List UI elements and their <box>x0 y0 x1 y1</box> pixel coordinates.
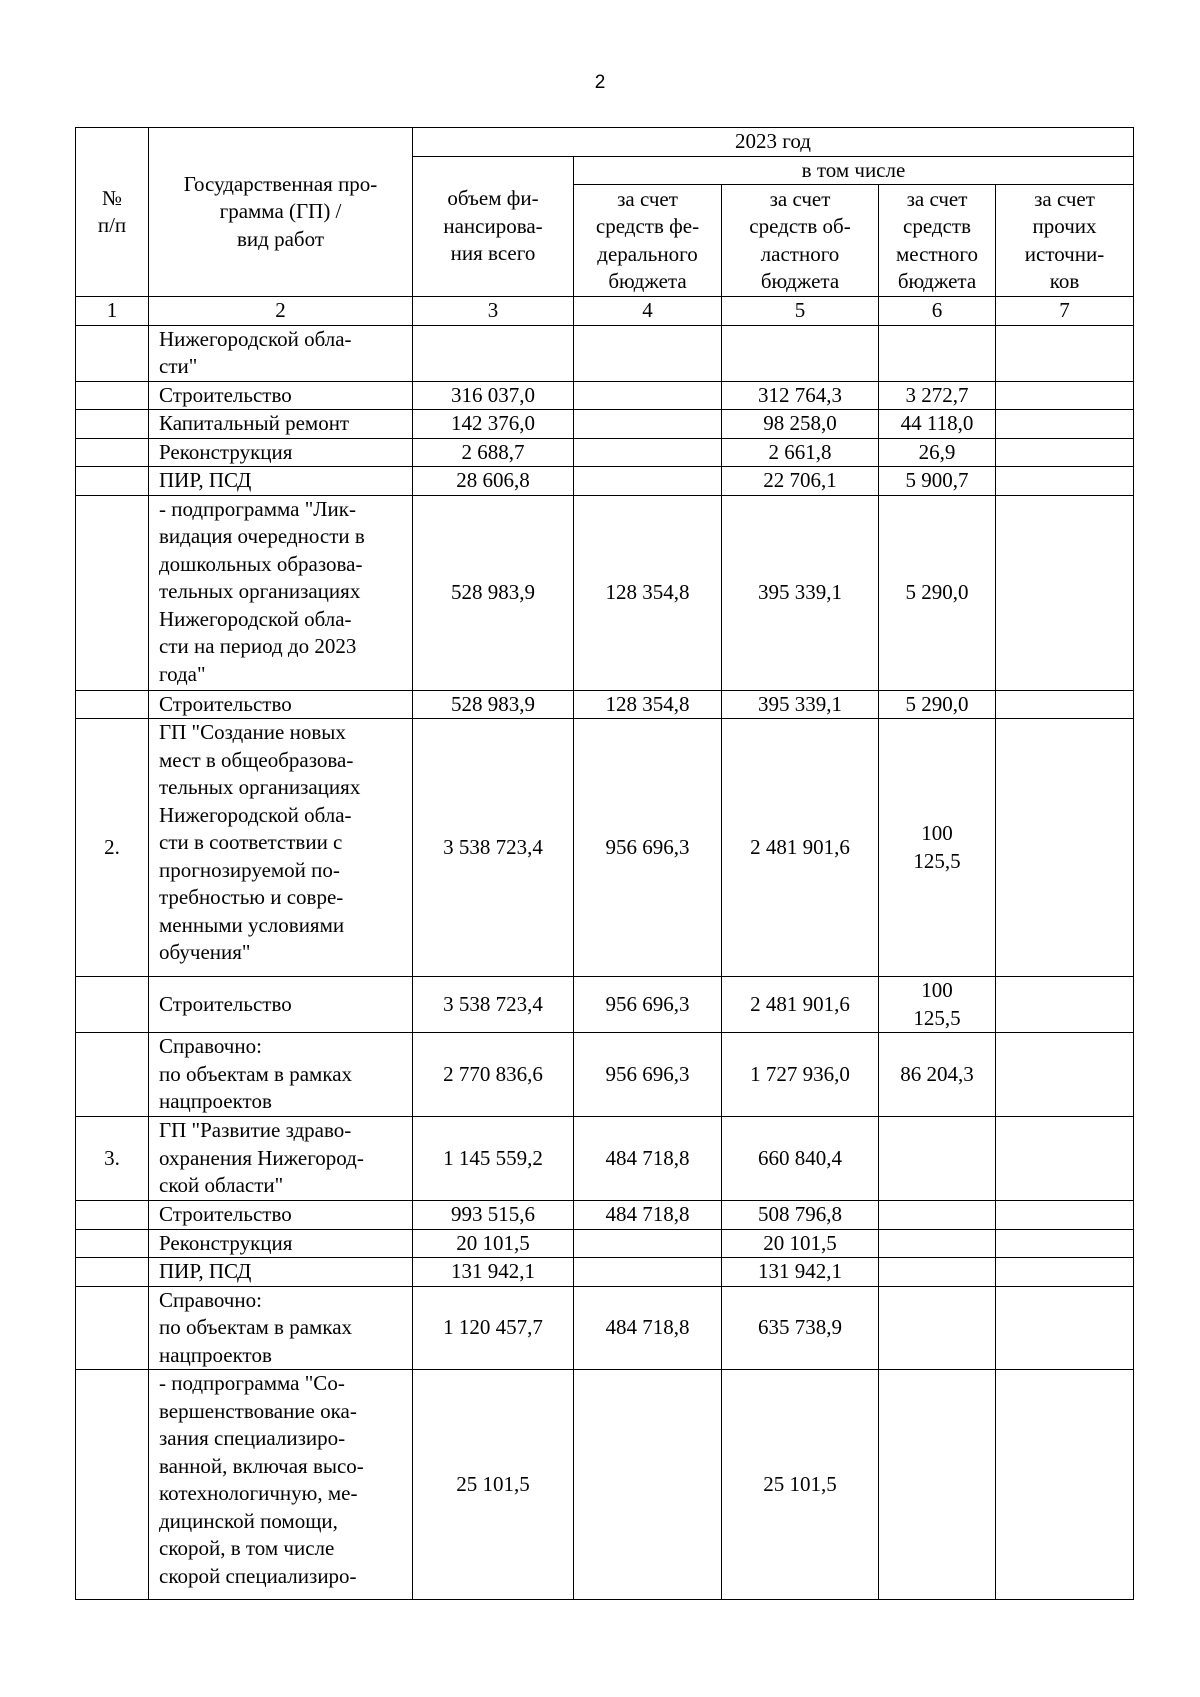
row-federal <box>574 1258 722 1287</box>
row-name: Нижегородской обла- сти" <box>149 325 413 381</box>
row-other <box>996 1370 1134 1600</box>
row-local: 100 125,5 <box>879 719 996 977</box>
table-row <box>76 410 1134 439</box>
row-federal <box>574 325 722 381</box>
row-number <box>76 1033 149 1117</box>
row-number: 3. <box>76 1117 149 1201</box>
row-local: 100 125,5 <box>879 977 996 1033</box>
header-federal: за счет средств фе- дерального бюджета <box>574 185 722 297</box>
table-row <box>76 977 1134 1033</box>
column-number-row <box>76 297 1134 326</box>
row-other <box>996 1117 1134 1201</box>
row-name: - подпрограмма "Со- вершенствование ока- зания специализиро- ванной, включая высо- котехнологичную, ме- дицинской помощи, скорой, в том числе скорой специализиро- <box>149 1370 413 1600</box>
row-total: 142 376,0 <box>413 410 574 439</box>
row-other <box>996 467 1134 496</box>
row-other <box>996 1286 1134 1370</box>
row-regional: 98 258,0 <box>722 410 879 439</box>
row-other <box>996 495 1134 690</box>
column-number: 2 <box>149 297 413 326</box>
column-number: 4 <box>574 297 722 326</box>
row-number <box>76 977 149 1033</box>
column-number: 3 <box>413 297 574 326</box>
row-name: Строительство <box>149 1201 413 1230</box>
row-total: 3 538 723,4 <box>413 977 574 1033</box>
table-row <box>76 1286 1134 1370</box>
row-number <box>76 467 149 496</box>
row-local: 44 118,0 <box>879 410 996 439</box>
row-number <box>76 1286 149 1370</box>
row-name: Реконструкция <box>149 438 413 467</box>
budget-table <box>75 127 1134 1600</box>
row-federal: 956 696,3 <box>574 977 722 1033</box>
row-other <box>996 977 1134 1033</box>
row-federal: 484 718,8 <box>574 1201 722 1230</box>
row-number <box>76 438 149 467</box>
column-number: 6 <box>879 297 996 326</box>
row-name: Капитальный ремонт <box>149 410 413 439</box>
row-local: 5 290,0 <box>879 495 996 690</box>
row-regional: 635 738,9 <box>722 1286 879 1370</box>
row-total: 993 515,6 <box>413 1201 574 1230</box>
table-row <box>76 325 1134 381</box>
row-total <box>413 325 574 381</box>
column-number: 5 <box>722 297 879 326</box>
row-regional: 395 339,1 <box>722 495 879 690</box>
row-name: Строительство <box>149 690 413 719</box>
header-other: за счет прочих источни- ков <box>996 185 1134 297</box>
column-number: 1 <box>76 297 149 326</box>
row-number <box>76 381 149 410</box>
row-federal: 128 354,8 <box>574 495 722 690</box>
row-name: Справочно: по объектам в рамках нацпроектов <box>149 1286 413 1370</box>
row-federal: 956 696,3 <box>574 719 722 977</box>
table-row <box>76 719 1134 977</box>
row-regional: 2 661,8 <box>722 438 879 467</box>
header-total: объем фи- нансирова- ния всего <box>413 156 574 297</box>
row-other <box>996 381 1134 410</box>
row-local: 3 272,7 <box>879 381 996 410</box>
table-row <box>76 438 1134 467</box>
header-program: Государственная про- грамма (ГП) / вид работ <box>149 128 413 297</box>
table-row <box>76 381 1134 410</box>
row-total: 3 538 723,4 <box>413 719 574 977</box>
row-local: 86 204,3 <box>879 1033 996 1117</box>
row-name: ГП "Создание новых мест в общеобразова- тельных организациях Нижегородской обла- сти в соответствии с прогнозируемой по- требностью и совре- менными условиями обучения" <box>149 719 413 977</box>
row-total: 2 688,7 <box>413 438 574 467</box>
row-total: 28 606,8 <box>413 467 574 496</box>
row-name: ПИР, ПСД <box>149 1258 413 1287</box>
row-other <box>996 438 1134 467</box>
table-row <box>76 1370 1134 1600</box>
row-regional: 508 796,8 <box>722 1201 879 1230</box>
row-federal: 128 354,8 <box>574 690 722 719</box>
table-row <box>76 1033 1134 1117</box>
header-local: за счет средств местного бюджета <box>879 185 996 297</box>
table-row <box>76 690 1134 719</box>
row-number <box>76 1258 149 1287</box>
row-regional: 131 942,1 <box>722 1258 879 1287</box>
row-federal: 484 718,8 <box>574 1286 722 1370</box>
row-federal <box>574 438 722 467</box>
row-name: Справочно: по объектам в рамках нацпроектов <box>149 1033 413 1117</box>
row-total: 1 120 457,7 <box>413 1286 574 1370</box>
row-regional: 2 481 901,6 <box>722 977 879 1033</box>
header-regional: за счет средств об- ластного бюджета <box>722 185 879 297</box>
table-row <box>76 467 1134 496</box>
row-federal <box>574 381 722 410</box>
row-federal <box>574 410 722 439</box>
row-federal <box>574 467 722 496</box>
row-regional <box>722 325 879 381</box>
row-total: 1 145 559,2 <box>413 1117 574 1201</box>
row-name: Реконструкция <box>149 1229 413 1258</box>
row-regional: 25 101,5 <box>722 1370 879 1600</box>
row-regional: 312 764,3 <box>722 381 879 410</box>
column-number: 7 <box>996 297 1134 326</box>
row-total: 528 983,9 <box>413 690 574 719</box>
row-federal <box>574 1370 722 1600</box>
row-local <box>879 1286 996 1370</box>
row-local: 26,9 <box>879 438 996 467</box>
row-number <box>76 410 149 439</box>
row-regional: 660 840,4 <box>722 1117 879 1201</box>
row-total: 20 101,5 <box>413 1229 574 1258</box>
row-total: 316 037,0 <box>413 381 574 410</box>
row-number <box>76 495 149 690</box>
row-name: ПИР, ПСД <box>149 467 413 496</box>
row-other <box>996 1229 1134 1258</box>
header-including: в том числе <box>574 156 1134 185</box>
row-local: 5 900,7 <box>879 467 996 496</box>
page-number: 2 <box>594 72 606 93</box>
row-number: 2. <box>76 719 149 977</box>
row-federal: 956 696,3 <box>574 1033 722 1117</box>
row-total: 2 770 836,6 <box>413 1033 574 1117</box>
row-other <box>996 690 1134 719</box>
row-number <box>76 325 149 381</box>
row-name: Строительство <box>149 977 413 1033</box>
header-year: 2023 год <box>413 128 1134 157</box>
row-local <box>879 1370 996 1600</box>
row-regional: 20 101,5 <box>722 1229 879 1258</box>
row-other <box>996 325 1134 381</box>
row-other <box>996 1258 1134 1287</box>
row-local <box>879 1117 996 1201</box>
row-number <box>76 690 149 719</box>
row-total: 528 983,9 <box>413 495 574 690</box>
row-name: ГП "Развитие здраво- охранения Нижегород- ской области" <box>149 1117 413 1201</box>
table-row <box>76 1201 1134 1230</box>
row-regional: 22 706,1 <box>722 467 879 496</box>
row-regional: 1 727 936,0 <box>722 1033 879 1117</box>
row-name: Строительство <box>149 381 413 410</box>
row-local <box>879 1258 996 1287</box>
row-local <box>879 325 996 381</box>
row-total: 25 101,5 <box>413 1370 574 1600</box>
table-row <box>76 1117 1134 1201</box>
table-row <box>76 1229 1134 1258</box>
row-other <box>996 1033 1134 1117</box>
row-regional: 2 481 901,6 <box>722 719 879 977</box>
row-regional: 395 339,1 <box>722 690 879 719</box>
row-federal: 484 718,8 <box>574 1117 722 1201</box>
row-other <box>996 719 1134 977</box>
row-federal <box>574 1229 722 1258</box>
row-number <box>76 1370 149 1600</box>
row-number <box>76 1229 149 1258</box>
header-number: № п/п <box>76 128 149 297</box>
row-local: 5 290,0 <box>879 690 996 719</box>
row-name: - подпрограмма "Лик- видация очередности в дошкольных образова- тельных организациях Нижегородской обла- сти на период до 2023 года" <box>149 495 413 690</box>
row-total: 131 942,1 <box>413 1258 574 1287</box>
row-local <box>879 1229 996 1258</box>
row-number <box>76 1201 149 1230</box>
row-other <box>996 410 1134 439</box>
row-other <box>996 1201 1134 1230</box>
table-row <box>76 1258 1134 1287</box>
table-row <box>76 495 1134 690</box>
row-local <box>879 1201 996 1230</box>
